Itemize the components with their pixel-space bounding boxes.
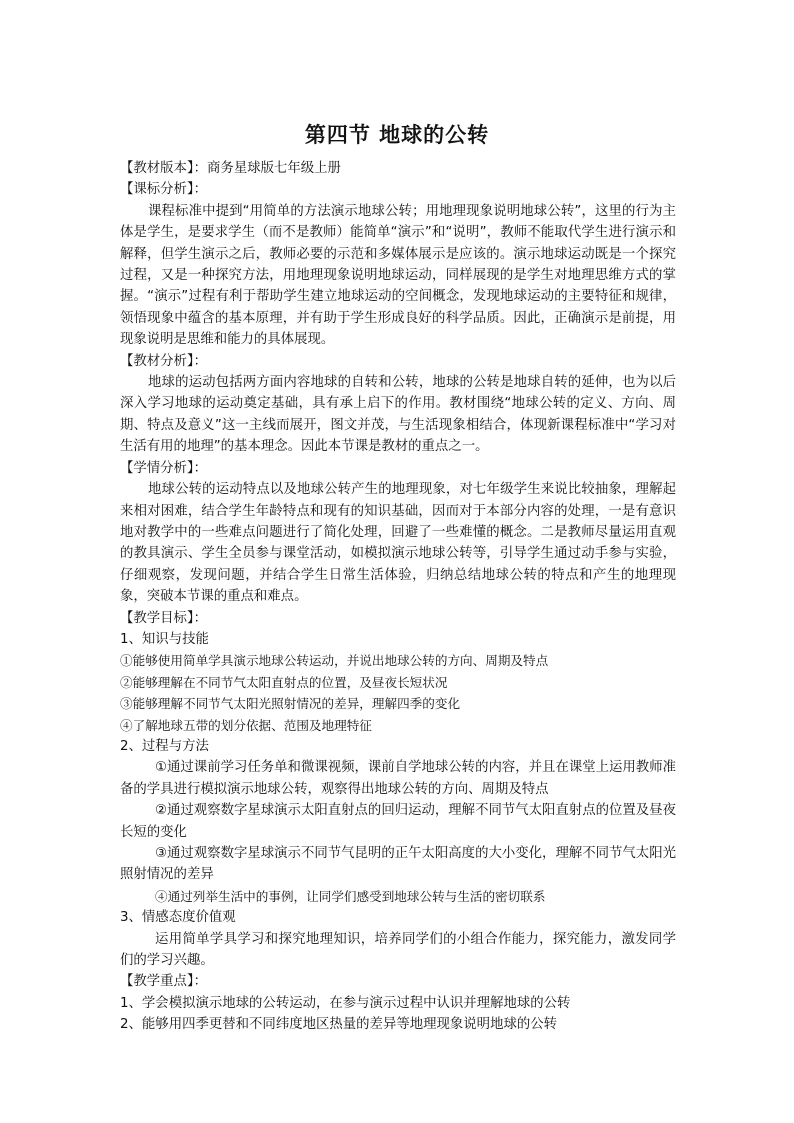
process-item: ④通过列举生活中的事例，让同学们感受到地球公转与生活的密切联系	[155, 888, 546, 904]
knowledge-item: ③能够理解不同节气太阳光照射情况的差异，理解四季的变化	[120, 696, 461, 712]
process-item: ②通过观察数字星球演示太阳直射点的回归运动，理解不同节气太阳直射点的位置及昼夜长短的变化	[120, 803, 676, 840]
knowledge-item: ①能够使用简单学具演示地球公转运动，并说出地球公转的方向、周期及特点	[120, 653, 549, 669]
textbook-analysis-text: 地球的运动包括两方面内容地球的自转和公转，地球的公转是地球自转的延伸，也为以后深入学习地球的运动奠定基础，具有承上启下的作用。教材围绕“地球公转的定义、方向、周期、特点及意义”这一主线而展开，图文并茂，与生活现象相结合，体现新课程标准中“学习对生活有用的地理”的基本理念。因此本节课是教材的重点之一。	[120, 375, 676, 455]
key-points-heading: 【教学重点】：	[120, 974, 208, 990]
key-point-item: 2、能够用四季更替和不同纬度地区热量的差异等地理现象说明地球的公转	[120, 1017, 558, 1033]
textbook-analysis-heading: 【教材分析】：	[120, 353, 208, 369]
process-methods-title: 2、过程与方法	[120, 738, 209, 754]
process-item: ③通过观察数字星球演示不同节气昆明的正午太阳高度的大小变化，理解不同节气太阳光照射情况的差异	[120, 846, 676, 883]
curriculum-analysis-text: 课程标准中提到“用简单的方法演示地球公转；用地理现象说明地球公转”，这里的行为主体是学生，是要求学生（而不是教师）能简单“演示”和“说明”，教师不能取代学生进行演示和解释，但学生演示之后，教师必要的示范和多媒体展示是应该的。演示地球运动既是一个探究过程，又是一种探究方法，用地理现象说明地球运动，同样展现的是学生对地理思维方式的掌握。“演示”过程有利于帮助学生建立地球运动的空间概念，发现地球运动的主要特征和规律，领悟现象中蕴含的基本原理，并有助于学生形成良好的科学品质。因此，正确演示是前提，用现象说明是思维和能力的具体展现。	[120, 203, 676, 348]
student-analysis-heading: 【学情分析】：	[120, 460, 208, 476]
curriculum-analysis-heading: 【课标分析】：	[120, 182, 208, 198]
key-point-item: 1、学会模拟演示地球的公转运动，在参与演示过程中认识并理解地球的公转	[120, 995, 571, 1011]
emotion-values-text: 运用简单学具学习和探究地理知识，培养同学们的小组合作能力，探究能力，激发同学们的学习兴趣。	[120, 931, 676, 969]
student-analysis-text: 地球公转的运动特点以及地球公转产生的地理现象，对七年级学生来说比较抽象，理解起来相对困难，结合学生年龄特点和现有的知识基础，因而对于本部分内容的处理，一是有意识地对教学中的一些难点问题进行了简化处理，回避了一些难懂的概念。二是教师尽量运用直观的教具演示、学生全员参与课堂活动，如模拟演示地球公转等，引导学生通过动手参与实验，仔细观察，发现问题，并结合学生日常生活体验，归纳总结地球公转的特点和产生的地理现象，突破本节课的重点和难点。	[120, 482, 676, 605]
process-item: ①通过课前学习任务单和微课视频，课前自学地球公转的内容，并且在课堂上运用教师准备的学具进行模拟演示地球公转，观察得出地球公转的方向、周期及特点	[120, 760, 676, 797]
knowledge-skills-title: 1、知识与技能	[120, 631, 209, 647]
document-body	[120, 158, 676, 1036]
page-title: 第四节 地球的公转	[304, 123, 490, 147]
knowledge-item: ④了解地球五带的划分依据、范围及地理特征	[120, 717, 372, 733]
objectives-heading: 【教学目标】：	[120, 610, 208, 626]
knowledge-item: ②能够理解在不同节气太阳直射点的位置，及昼夜长短状况	[120, 674, 448, 690]
edition-label: 【教材版本】：	[120, 161, 208, 176]
emotion-values-title: 3、情感态度价值观	[120, 910, 236, 926]
edition-line	[120, 158, 676, 179]
edition-value: 商务星球版七年级上册	[207, 161, 341, 176]
